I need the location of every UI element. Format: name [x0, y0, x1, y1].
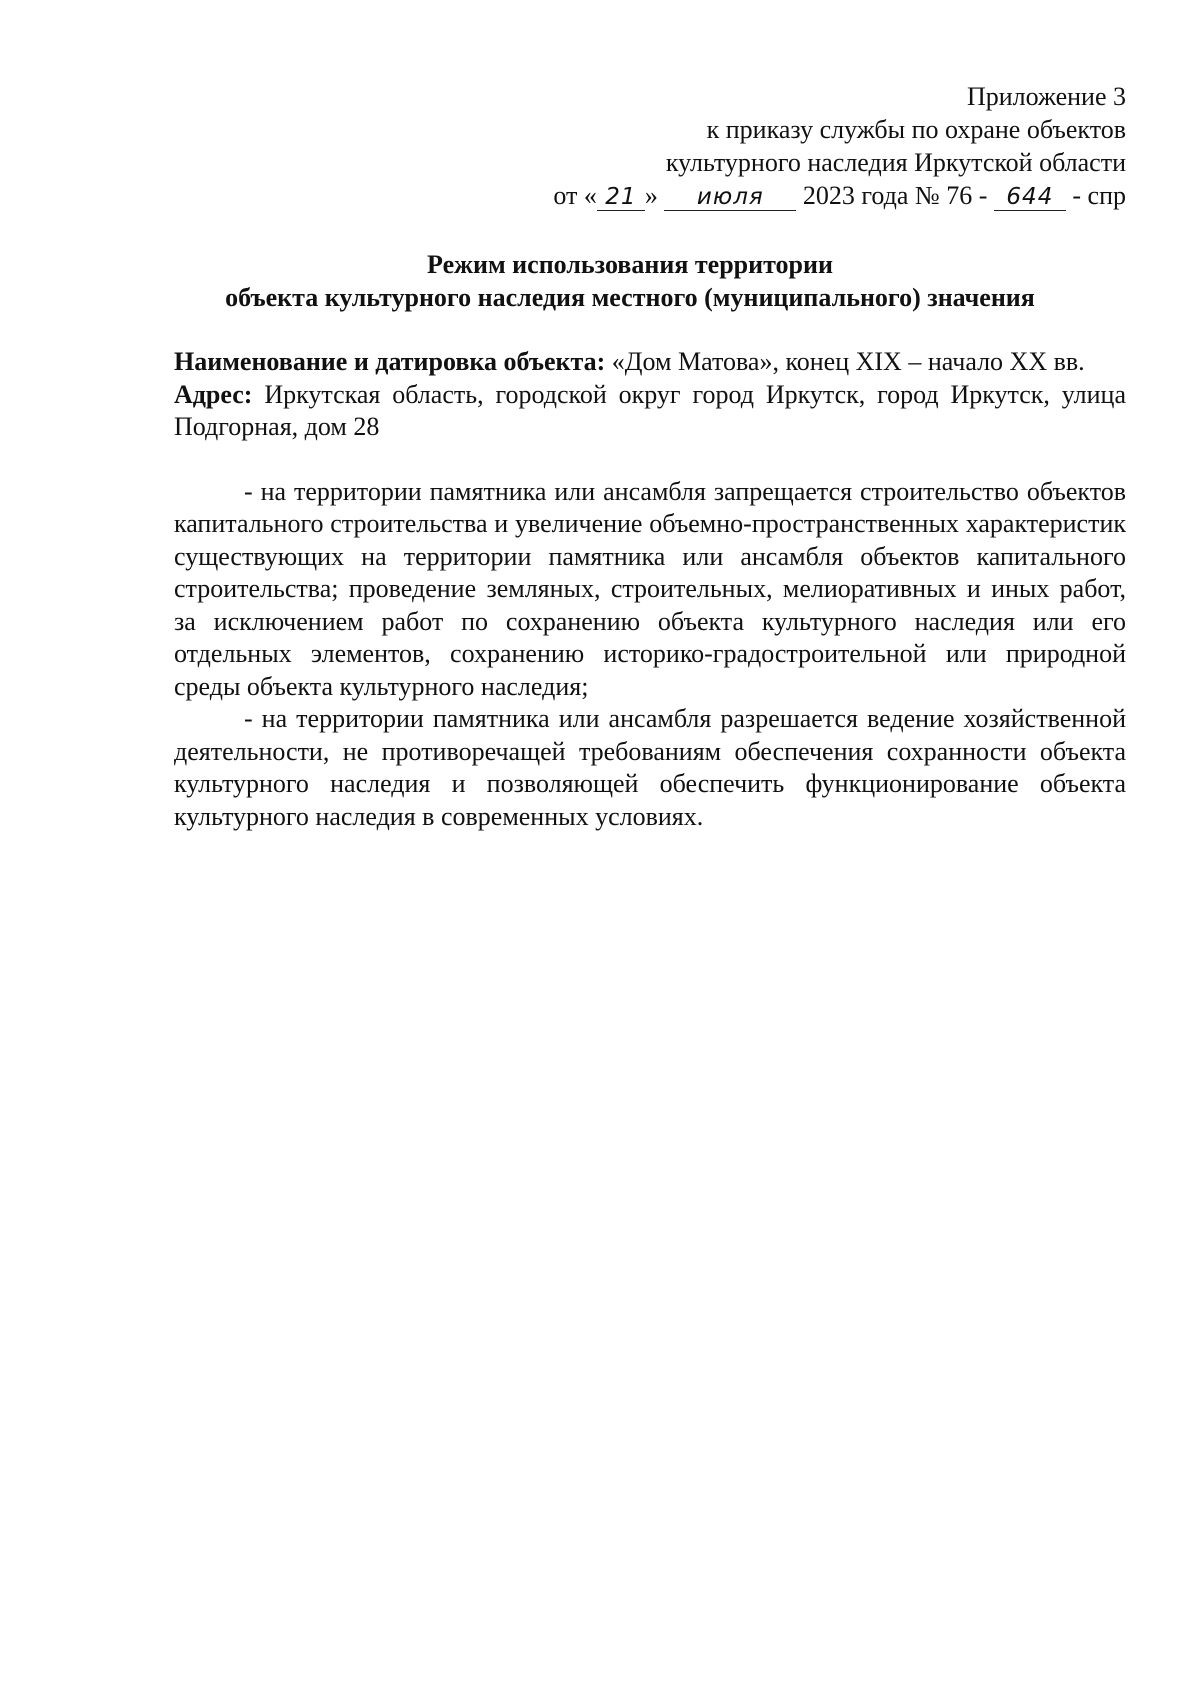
date-mid: »: [644, 181, 658, 210]
appendix-date-line: [426, 179, 1126, 212]
paragraph-gap: [174, 444, 1126, 476]
title-line-2: объекта культурного наследия местного (муниципального) значения: [225, 283, 1035, 312]
document-body: [174, 346, 1126, 833]
handwritten-month: июля: [664, 184, 796, 211]
appendix-agency: культурного наследия Иркутской области: [665, 148, 1126, 177]
object-name-value: «Дом Матова», конец XIX – начало XX вв.: [611, 347, 1085, 376]
document-title: [130, 248, 1130, 314]
rule-paragraph-prohibited: - на территории памятника или ансамбля запрещается строительство объектов капитального строительства и увеличение объемно-пространственных характеристик существующих на территории памятника или ансамбля объектов капитального строительства; проведение земляных, строительных, мелиоративных и иных работ, за исключением работ по сохранению объекта культурного наследия или его отдельных элементов, сохранению историко-градостроительной или природной среды объекта культурного наследия;: [174, 476, 1126, 701]
handwritten-day: 21: [597, 184, 645, 211]
object-address-value: Иркутская область, городской округ город Иркутск, город Иркутск, улица Подгорная, дом 28: [174, 379, 1126, 441]
handwritten-order-number: 644: [994, 184, 1066, 211]
date-prefix: от «: [553, 181, 597, 210]
date-year-text: 2023 года № 76 -: [802, 181, 988, 210]
appendix-order-ref: к приказу службы по охране объектов: [706, 115, 1126, 144]
order-suffix: - спр: [1072, 181, 1126, 210]
title-line-1: Режим использования территории: [427, 250, 833, 279]
object-address-label: Адрес:: [174, 379, 253, 409]
object-name-label: Наименование и датировка объекта:: [174, 347, 606, 376]
object-address-paragraph: [174, 379, 1126, 444]
appendix-title: Приложение 3: [966, 82, 1126, 111]
rule-paragraph-permitted: - на территории памятника или ансамбля разрешается ведение хозяйственной деятельности, не противоречащей требованиям обеспечения сохранности объекта культурного наследия и позволяющей обеспечить функционирование объекта культурного наследия в современных условиях.: [174, 704, 1126, 831]
appendix-header: [426, 80, 1126, 212]
object-name-paragraph: [174, 346, 1126, 379]
